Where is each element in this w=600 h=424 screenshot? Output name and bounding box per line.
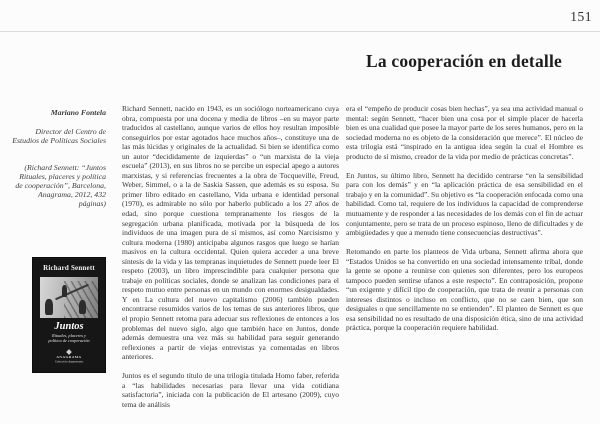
body-paragraph: Juntos es el segundo título de una trilogía titulada Homo faber, referida a “las habilidades necesarias para llevar una vida cotidiana satisfactoria”, iniciada con la publicación de El artesano (2009), cuyo tema de análisis: [122, 371, 339, 409]
page-number: 151: [570, 9, 592, 24]
header-rule: [0, 31, 600, 32]
reviewer-name: Mariano Fontela: [50, 108, 106, 117]
body-paragraph: Richard Sennett, nacido en 1943, es un sociólogo norteamericano cuya obra, compuesta por una docena y media de libros –en su mayor parte traducidos al castellano, aunque varios de ellos hoy resultan imposible conseguirlos por estar agotados hace muchos años–, constituye una de las más lúcidas y originales de la actualidad. Si bien se identifica como un autor “decididamente de izquierdas” o “un marxista de la vieja escuela” (2013), en sus libros no se percibe un especial apego a autores marxistas, y si referencias frecuentes a la obra de Tocqueville, Freud, Weber, Simmel, o a la de Saskia Sassen, que además es su esposa. Su primer libro editado en castellano, Vida urbana e identidad personal (1970), es admirable no sólo por haberlo publicado a los 27 años de edad, sino porque cuestiona tempranamente los riesgos de la segregación urbana planificada, motivada por la búsqueda de los individuos de una imagen pura de sí mismos, así como Narcisismo y cultura moderna (1980) anticipaba algunos rasgos que luego se harían masivos en la cultura occidental. Quien quiera acceder a una breve síntesis de la vida y las tempranas inquietudes de Sennett puede leer El respeto (2003), un libro imprescindible para cualquier persona que trabaje en políticas sociales, donde se analizan las condiciones para el respeto mutuo entre personas en un mundo con enormes desigualdades. Y en La cultura del nuevo capitalismo (2006) también pueden encontrarse resumidos varios de los temas de sus anteriores libros, que el propio Sennett retoma para adecuar sus reflexiones de entonces a los problemas del nuevo siglo, algo que también hace en Juntos, donde además demuestra una vez más su habilidad para seguir generando reflexiones a partir de viejas entrevistas ya comentadas en libros anteriores.: [122, 104, 339, 362]
body-paragraph: era el “empeño de producir cosas bien hechas”, ya sea una actividad manual o mental: según Sennett, “hacer bien una cosa por el simple placer de hacerla bien es una cualidad que posee la mayor parte de los seres humanos, pero en la sociedad moderna no es objeto de la consideración que merece”. El núcleo de esta trilogía está “inspirado en la antigua idea según la cual el Hombre es producto de sí mismo, creador de la vida por medio de prácticas concretas”.: [346, 104, 583, 161]
book-citation: (Richard Sennett: “Juntos Rituales, placeres y política de cooperación”, Barcelona, Anagrama, 2012, 432 páginas): [15, 162, 106, 209]
book-cover-photo: [40, 277, 98, 318]
body-column-1: [122, 104, 339, 409]
publisher-logo-icon: [66, 349, 72, 355]
person-figure: [45, 299, 53, 315]
publisher-name: ANAGRAMA: [56, 355, 82, 359]
book-cover-title: Juntos: [54, 321, 84, 332]
review-meta: [12, 108, 106, 209]
body-paragraph: En Juntos, su último libro, Sennett ha decidido centrarse “en la sensibilidad para con los demás” y en “la aplicación práctica de esa sensibilidad en el trabajo y en la comunidad”. Su objetivo es “la cooperación enfocada como una habilidad. Como tal, requiere de los individuos la capacidad de comprenderse mutuamente y de responder a las necesidades de los demás con el fin de actuar conjuntamente, pero se trata de un proceso espinoso, lleno de dificultades y de ambigüedades y que a menudo tiene consecuencias destructivas”.: [346, 170, 583, 238]
person-figure: [62, 285, 67, 297]
book-cover: [33, 258, 105, 372]
body-paragraph: Retomando en parte los planteos de Vida urbana, Sennett afirma ahora que “Estados Unidos se ha convertido en una sociedad intensamente tribal, donde la gente se opone a reunirse con quienes son diferentes, pero los europeos tampoco pueden sentirse ufanos a este respecto”. En contraposición, propone “un exigente y difícil tipo de cooperación, que trata de reunir a personas con intereses distintos o incluso en conflicto, que no se caen bien, que son desiguales o que sencillamente no se entienden”. El planteo de Sennett es que esa sensibilidad no es resultado de una disposición ética, sino de una actividad práctica, porque la cooperación requiere habilidad.: [346, 247, 583, 333]
reviewer-role: Director del Centro de Estudios de Políticas Sociales: [12, 127, 106, 146]
book-cover-author: Richard Sennett: [43, 264, 95, 272]
book-cover-subtitle: Rituales, placeres y política de cooperación: [48, 333, 90, 343]
person-figure: [79, 300, 86, 314]
publisher-collection: Colección Argumentos: [54, 360, 84, 364]
body-column-2: [346, 104, 583, 333]
article-title: La cooperación en detalle: [365, 51, 562, 71]
publisher-block: [33, 350, 105, 368]
